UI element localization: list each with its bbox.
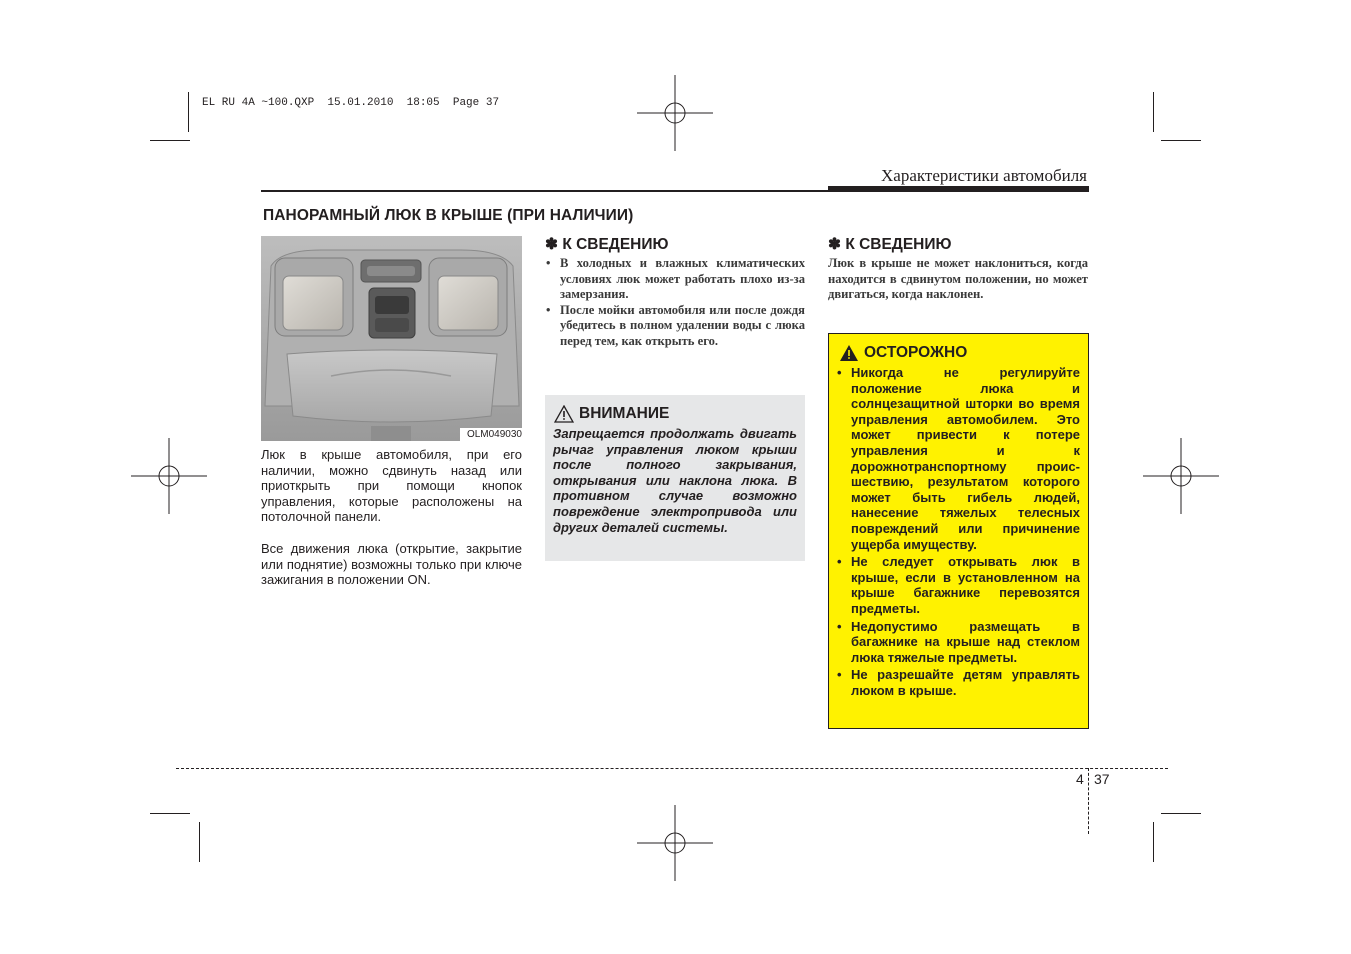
note-item: • В холодных и влажных климатических условиях люк может работать плохо из-за замерзания. [545,256,805,303]
registration-mark-icon [131,438,207,514]
warning-item: • Никогда не регулируйте положение люка и солнцезащитной шторки во время управления автомобилем. Это может привести к потере управления и к дорожнотранспортному проис-шествию, результатом которого может быть гибель людей, нанесение тяжелых телесных повреждений или причинение ущерба имуществу. [835,365,1080,552]
note-text: Люк в крыше не может наклониться, когда находится в сдвинутом положении, но может двигаться, когда наклонен. [828,256,1088,302]
chapter-number: 4 [1076,771,1084,787]
warning-box [828,333,1089,729]
warning-title: ОСТОРОЖНО [864,344,968,361]
note-title: К СВЕДЕНИЮ [845,236,952,253]
note-star-icon: ✽ [545,236,558,253]
page-number-separator [1088,768,1089,834]
caution-box [545,395,805,561]
crop-mark [188,92,189,132]
crop-mark [1161,813,1201,814]
crop-mark [150,140,190,141]
caution-triangle-icon [554,405,574,423]
overhead-console-photo [261,236,522,441]
caution-heading [554,405,669,423]
warning-item: • Не разрешайте детям управлять люком в крыше. [835,667,1080,698]
note-list [545,256,805,350]
warning-item: • Недопустимо размещать в багажнике на крыше над стеклом люка тяжелые предметы. [835,619,1080,666]
photo-caption: OLM049030 [460,428,522,441]
warning-list [835,365,1080,700]
note-item: • После мойки автомобиля или после дождя убедитесь в полном удалении воды с люка перед тем, как открыть его. [545,303,805,350]
crop-mark [1161,140,1201,141]
registration-mark-icon [637,805,713,881]
page-number: 37 [1094,771,1110,787]
section-title: ПАНОРАМНЫЙ ЛЮК В КРЫШЕ (ПРИ НАЛИЧИИ) [263,207,634,224]
warning-item: • Не следует открывать люк в крыше, если в установленном на крыше багажнике перевозятся предметы. [835,554,1080,616]
print-info: EL RU 4A ~100.QXP 15.01.2010 18:05 Page 37 [202,97,500,109]
crop-mark [150,813,190,814]
note-heading [828,235,952,254]
note-title: К СВЕДЕНИЮ [562,236,669,253]
registration-mark-icon [637,75,713,151]
registration-mark-icon [1143,438,1219,514]
caution-title: ВНИМАНИЕ [579,405,670,422]
footer-dashed-rule [176,768,1168,769]
header-rule-accent [828,186,1089,192]
note-heading [545,235,669,254]
crop-mark [1153,822,1154,862]
caution-text: Запрещается продолжать двигать рычаг управления люком крыши после полного закрывания, открывания или наклона люка. В противном случае возможно повреждение электропривода или других деталей системы. [553,426,797,535]
crop-mark [199,822,200,862]
crop-mark [1153,92,1154,132]
intro-paragraph: Люк в крыше автомобиля, при его наличии, можно сдвинуть назад или приоткрыть при помощи кнопок управления, которые расположены на потолочной панели. [261,447,522,525]
chapter-title: Характеристики автомобиля [881,166,1087,185]
warning-triangle-icon [839,344,859,362]
note-star-icon: ✽ [828,236,841,253]
warning-heading [839,344,967,362]
ignition-paragraph: Все движения люка (открытие, закрытие или поднятие) возможны только при ключе зажигания в положении ON. [261,541,522,588]
